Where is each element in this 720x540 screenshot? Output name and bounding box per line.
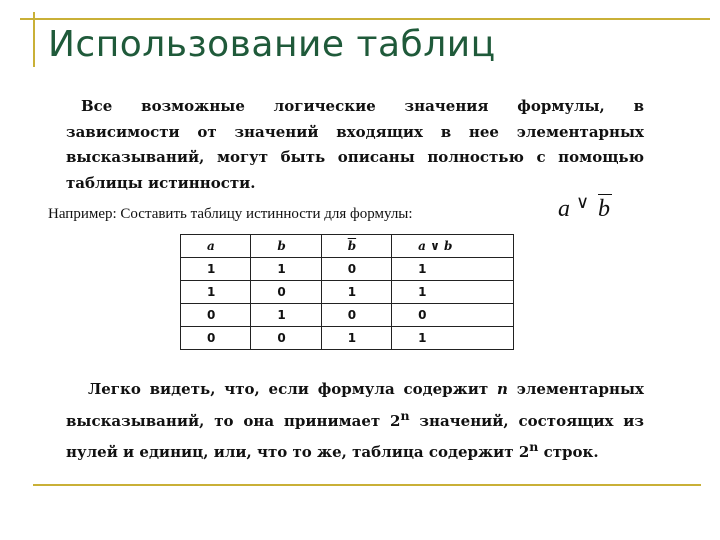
table-row bbox=[181, 281, 514, 304]
truth-table bbox=[180, 234, 514, 350]
conclusion-part-3: значений, состоящих из нулей и единиц, или, что то же, таблица содержит bbox=[66, 411, 644, 461]
header-cell: a bbox=[181, 235, 251, 258]
table-cell: 1 bbox=[392, 281, 514, 304]
table-cell: 1 bbox=[181, 281, 251, 304]
table-cell: 1 bbox=[181, 258, 251, 281]
table-header-row bbox=[181, 235, 514, 258]
table-row bbox=[181, 304, 514, 327]
conclusion-paragraph bbox=[66, 377, 644, 466]
header-cell-negated: $\overline{b}$ bbox=[321, 235, 391, 258]
power-base: 2 bbox=[390, 411, 401, 430]
table-row bbox=[181, 327, 514, 350]
conclusion-part-2: элементарных высказываний, то она принимает bbox=[66, 380, 644, 430]
conclusion-part-4: строк. bbox=[538, 443, 599, 461]
header-expr-a: a ∨ b bbox=[418, 239, 453, 253]
var-n: n bbox=[497, 380, 508, 398]
table-cell: 1 bbox=[392, 258, 514, 281]
table-cell: 1 bbox=[251, 304, 321, 327]
table-cell: 0 bbox=[251, 281, 321, 304]
header-cell bbox=[392, 235, 514, 258]
table-cell: 1 bbox=[321, 327, 391, 350]
table-row bbox=[181, 258, 514, 281]
table-cell: 0 bbox=[181, 327, 251, 350]
example-text: Например: Составить таблицу истинности для формулы: bbox=[48, 206, 413, 222]
formula-var-b: b bbox=[598, 196, 610, 222]
power-base: 2 bbox=[518, 443, 530, 461]
frame-bottom-line bbox=[33, 484, 701, 486]
conclusion-part-1: Легко видеть, что, если формула содержит bbox=[88, 380, 497, 398]
table-cell: 0 bbox=[321, 258, 391, 281]
frame-top-line bbox=[20, 18, 710, 20]
frame-left-line bbox=[33, 12, 35, 67]
power-exponent: n bbox=[400, 407, 410, 423]
formula-var-a: a bbox=[558, 196, 570, 222]
table-cell: 1 bbox=[251, 258, 321, 281]
table-cell: 0 bbox=[392, 304, 514, 327]
formula-negation-bar bbox=[598, 194, 612, 195]
table-cell: 0 bbox=[251, 327, 321, 350]
table-cell: 1 bbox=[321, 281, 391, 304]
power-exponent: n bbox=[529, 439, 539, 454]
intro-paragraph: Все возможные логические значения формулы, в зависимости от значений входящих в нее элементарных высказываний, могут быть описаны полностью с помощью таблицы истинности. bbox=[66, 97, 644, 192]
header-cell: b bbox=[251, 235, 321, 258]
table-cell: 0 bbox=[321, 304, 391, 327]
slide-title: Использование таблиц bbox=[48, 24, 496, 65]
table-cell: 0 bbox=[181, 304, 251, 327]
table-cell: 1 bbox=[392, 327, 514, 350]
formula-or-sign: ∨ bbox=[576, 192, 590, 212]
